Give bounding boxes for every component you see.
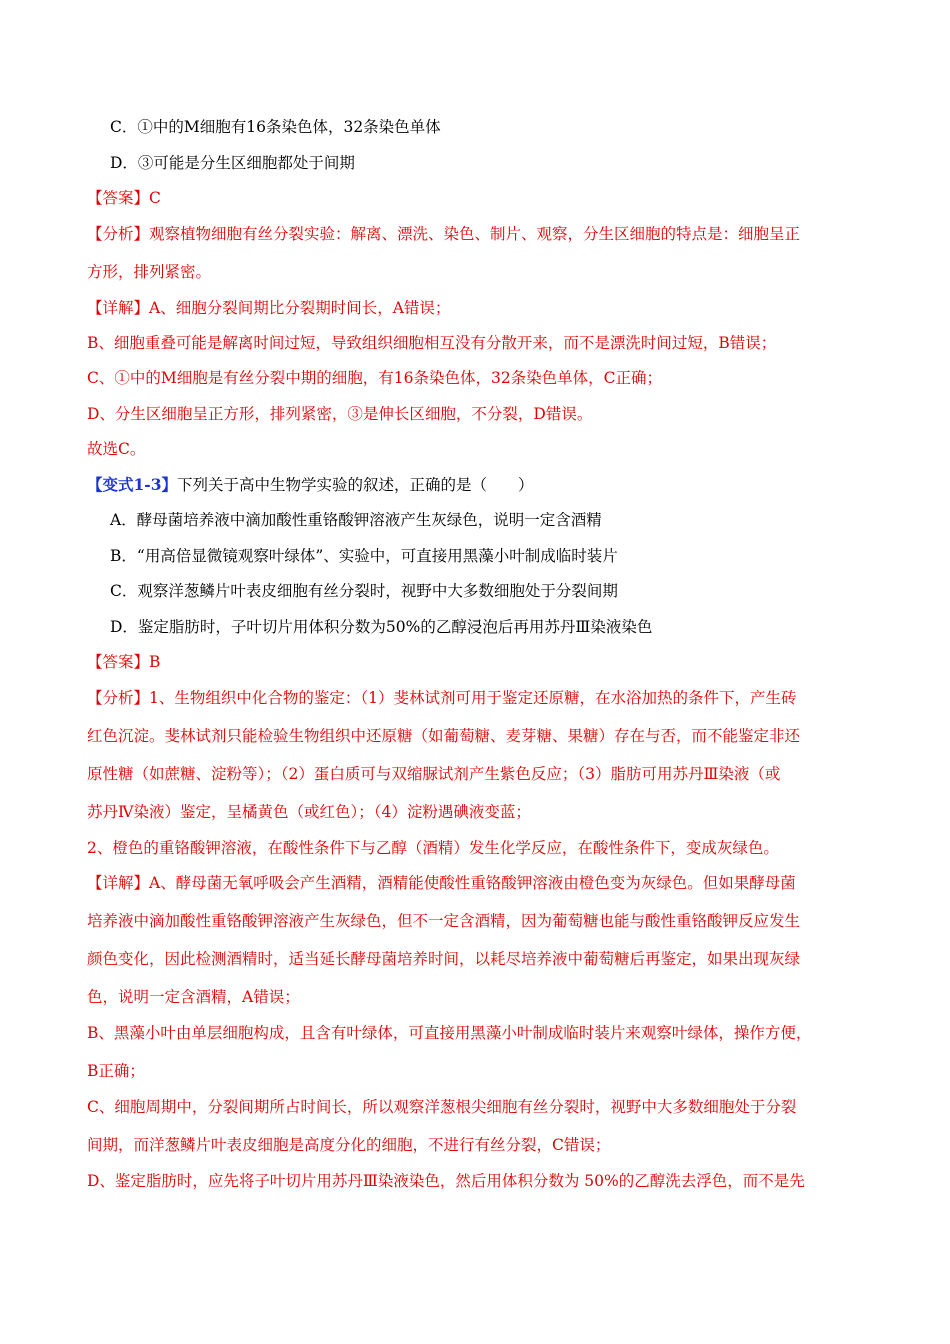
analysis-tag: 【分析】	[87, 225, 150, 243]
analysis-text: 2、橙色的重铬酸钾溶液，在酸性条件下与乙醇（酒精）发生化学反应，在酸性条件下，变成灰绿色。	[87, 839, 779, 857]
detail-text: D、分生区细胞呈正方形，排列紧密，③是伸长区细胞，不分裂，D错误。	[87, 405, 593, 423]
variant-stem: 下列关于高中生物学实验的叙述，正确的是（ ）	[177, 476, 534, 494]
answer-tag: 【答案】	[87, 189, 150, 207]
conclusion: 故选C。	[87, 440, 146, 458]
detail-text: B、细胞重叠可能是解离时间过短，导致组织细胞相互没有分散开来，而不是漂洗时间过短，B错误；	[87, 334, 777, 352]
analysis-text: 1、生物组织中化合物的鉴定：（1）斐林试剂可用于鉴定还原糖，在水浴加热的条件下，产生砖	[149, 689, 797, 707]
analysis-text: 红色沉淀。斐林试剂只能检验生物组织中还原糖（如葡萄糖、麦芽糖、果糖）存在与否，而不能鉴定非还	[87, 727, 801, 745]
analysis-text: 原性糖（如蔗糖、淀粉等）；（2）蛋白质可与双缩脲试剂产生紫色反应；（3）脂肪可用苏丹Ⅲ染液（或	[87, 765, 781, 783]
variant-option-c: C．观察洋葱鳞片叶表皮细胞有丝分裂时，视野中大多数细胞处于分裂间期	[110, 582, 618, 600]
variant-option-d: D．鉴定脂肪时，子叶切片用体积分数为50%的乙醇浸泡后再用苏丹Ⅲ染液染色	[110, 618, 653, 636]
answer-block	[87, 188, 867, 208]
detail-text: C、①中的M细胞是有丝分裂中期的细胞，有16条染色体，32条染色单体，C正确；	[87, 369, 663, 387]
answer-text: C	[149, 189, 161, 207]
variant-option-a: A．酵母菌培养液中滴加酸性重铬酸钾溶液产生灰绿色，说明一定含酒精	[110, 511, 602, 529]
detail-block	[87, 873, 867, 893]
detail-text: 培养液中滴加酸性重铬酸钾溶液产生灰绿色，但不一定含酒精，因为葡萄糖也能与酸性重铬酸钾反应发生	[87, 912, 801, 930]
detail-tag: 【详解】	[87, 874, 150, 892]
answer-block	[87, 652, 867, 672]
analysis-text: 观察植物细胞有丝分裂实验：解离、漂洗、染色、制片、观察，分生区细胞的特点是：细胞呈正	[149, 225, 801, 243]
detail-text: 颜色变化，因此检测酒精时，适当延长酵母菌培养时间，以耗尽培养液中葡萄糖后再鉴定，如果出现灰绿	[87, 950, 801, 968]
analysis-block	[87, 224, 867, 244]
answer-text: B	[149, 653, 161, 671]
variant-tag: 【变式1-3】	[87, 475, 178, 494]
detail-block	[87, 298, 867, 318]
analysis-tag: 【分析】	[87, 689, 150, 707]
option-c: C．①中的M细胞有16条染色体，32条染色单体	[110, 118, 441, 136]
detail-text: D、鉴定脂肪时，应先将子叶切片用苏丹Ⅲ染液染色，然后用体积分数为 50%的乙醇洗去浮色，而不是先	[87, 1172, 805, 1190]
detail-text: A、细胞分裂间期比分裂期时间长，A错误；	[149, 299, 451, 317]
detail-text: 色，说明一定含酒精，A错误；	[87, 988, 300, 1006]
detail-text: B正确；	[87, 1062, 145, 1080]
detail-text: 间期，而洋葱鳞片叶表皮细胞是高度分化的细胞，不进行有丝分裂，C错误；	[87, 1136, 611, 1154]
detail-text: A、酵母菌无氧呼吸会产生酒精，酒精能使酸性重铬酸钾溶液由橙色变为灰绿色。但如果酵母菌	[149, 874, 796, 892]
analysis-text: 方形，排列紧密。	[87, 263, 212, 281]
answer-tag: 【答案】	[87, 653, 150, 671]
analysis-text: 苏丹Ⅳ染液）鉴定，呈橘黄色（或红色）；（4）淀粉遇碘液变蓝；	[87, 803, 531, 821]
variant-option-b: B．“用高倍显微镜观察叶绿体”、实验中，可直接用黑藻小叶制成临时装片	[110, 547, 618, 565]
variant-question	[87, 475, 867, 495]
detail-text: B、黑藻小叶由单层细胞构成，且含有叶绿体，可直接用黑藻小叶制成临时装片来观察叶绿体，操作方便，	[87, 1024, 812, 1042]
analysis-block	[87, 688, 867, 708]
detail-tag: 【详解】	[87, 299, 150, 317]
detail-text: C、细胞周期中，分裂间期所占时间长，所以观察洋葱根尖细胞有丝分裂时，视野中大多数细胞处于分裂	[87, 1098, 797, 1116]
option-d: D．③可能是分生区细胞都处于间期	[110, 154, 355, 172]
